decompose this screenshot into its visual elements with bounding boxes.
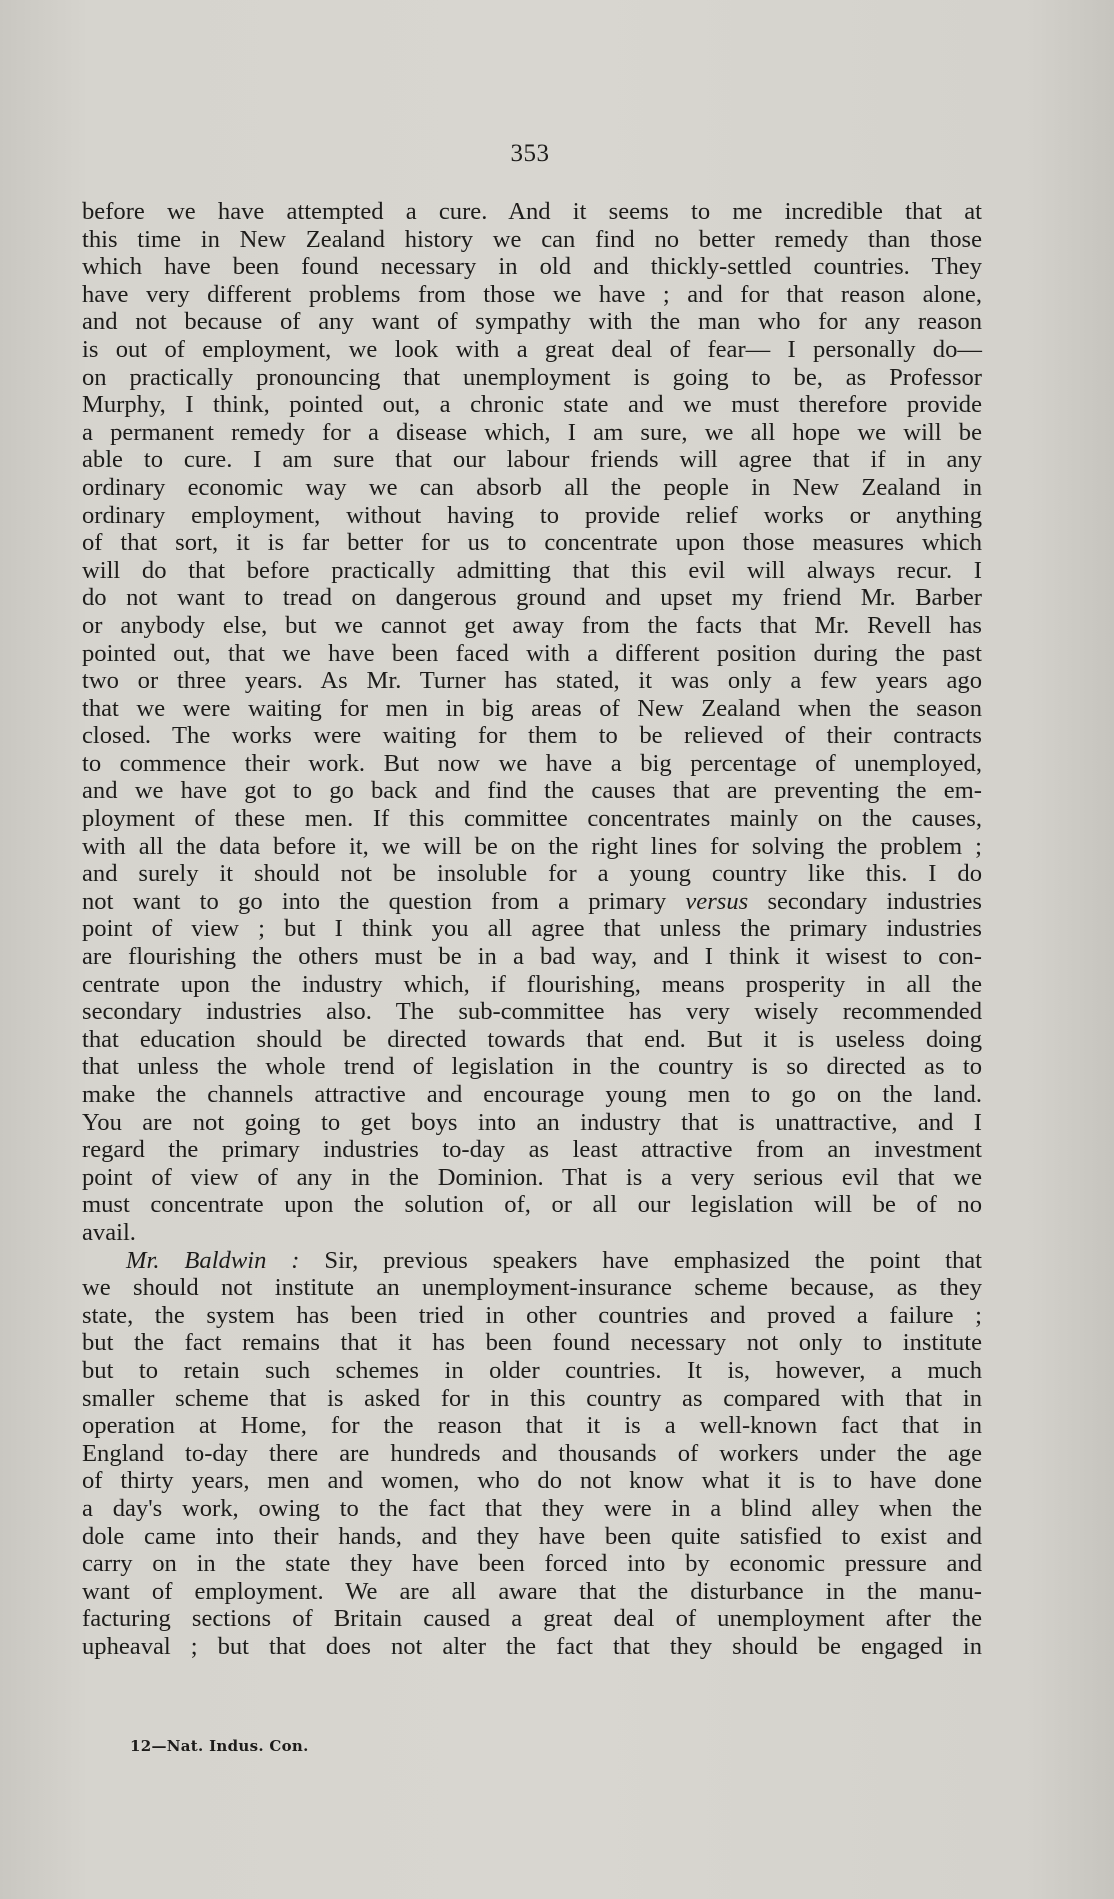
text-line: or anybody else, but we cannot get away from the facts that Mr. Revell has [82,611,982,639]
emphasis-text: versus [685,887,749,915]
text-line: avail. [82,1218,136,1246]
text-line: do not want to tread on dangerous ground and upset my friend Mr. Barber [82,584,982,612]
text-line: a permanent remedy for a disease which, I am sure, we all hope we will be [82,418,982,446]
text-segment: Sir, previous speakers have emphasized the point that [299,1246,983,1274]
body-text [82,198,982,1660]
text-line: want of employment. We are all aware that the disturbance in the manu- [82,1577,982,1605]
paragraph-2 [82,1247,982,1661]
text-line: before we have attempted a cure. And it seems to me incredible that at [82,198,982,225]
text-line: closed. The works were waiting for them to be relieved of their contracts [82,722,982,750]
text-line: on practically pronouncing that unemployment is going to be, as Professor [82,363,982,391]
footer-signature: 12—Nat. Indus. Con. [130,1737,309,1755]
text-line: with all the data before it, we will be on the right lines for solving the problem ; [82,832,982,860]
speaker-name: Mr. Baldwin : [126,1246,300,1274]
text-line: which have been found necessary in old and thickly-settled countries. They [82,253,982,281]
text-line: point of view of any in the Dominion. That is a very serious evil that we [82,1163,982,1191]
text-line: secondary industries also. The sub-committee has very wisely recommended [82,998,982,1026]
text-line: must concentrate upon the solution of, or all our legislation will be of no [82,1191,982,1219]
text-line: pointed out, that we have been faced with a different position during the past [82,639,982,667]
text-line: ordinary employment, without having to provide relief works or anything [82,501,982,529]
text-line: operation at Home, for the reason that it is a well-known fact that in [82,1412,982,1440]
text-line: and not because of any want of sympathy with the man who for any reason [82,308,982,336]
text-line: upheaval ; but that does not alter the fact that they should be engaged in [82,1632,982,1660]
text-line [82,888,982,916]
text-line: facturing sections of Britain caused a great deal of unemployment after the [82,1605,982,1633]
text-line: that we were waiting for men in big areas of New Zealand when the season [82,694,982,722]
text-line: we should not institute an unemployment-insurance scheme because, as they [82,1274,982,1302]
text-line: able to cure. I am sure that our labour friends will agree that if in any [82,446,982,474]
page-number: 353 [510,140,550,167]
text-line: of thirty years, men and women, who do not know what it is to have done [82,1467,982,1495]
text-line: this time in New Zealand history we can find no better remedy than those [82,225,982,253]
text-line: and we have got to go back and find the causes that are preventing the em- [82,777,982,805]
text-line: have very different problems from those we have ; and for that reason alone, [82,280,982,308]
text-line: state, the system has been tried in other countries and proved a failure ; [82,1301,982,1329]
text-line: a day's work, owing to the fact that they were in a blind alley when the [82,1494,982,1522]
text-line: smaller scheme that is asked for in this country as compared with that in [82,1384,982,1412]
text-line: two or three years. As Mr. Turner has stated, it was only a few years ago [82,667,982,695]
text-line: regard the primary industries to-day as least attractive from an investment [82,1136,982,1164]
text-line: and surely it should not be insoluble for a young country like this. I do [82,860,982,888]
text-line: are flourishing the others must be in a bad way, and I think it wisest to con- [82,943,982,971]
text-line: England to-day there are hundreds and thousands of workers under the age [82,1439,982,1467]
text-line: but to retain such schemes in older countries. It is, however, a much [82,1356,982,1384]
text-line: that unless the whole trend of legislation in the country is so directed as to [82,1053,982,1081]
text-line: to commence their work. But now we have a big percentage of unemployed, [82,749,982,777]
text-line: Murphy, I think, pointed out, a chronic state and we must therefore provide [82,391,982,419]
text-line: ordinary economic way we can absorb all the people in New Zealand in [82,473,982,501]
text-line: make the channels attractive and encourage young men to go on the land. [82,1081,982,1108]
text-line: ployment of these men. If this committee concentrates mainly on the causes, [82,805,982,833]
text-line: will do that before practically admitting that this evil will always recur. I [82,556,982,584]
text-line: You are not going to get boys into an industry that is unattractive, and I [82,1108,982,1136]
text-line [82,1247,982,1275]
text-line: centrate upon the industry which, if flourishing, means prosperity in all the [82,970,982,998]
text-line: carry on in the state they have been forced into by economic pressure and [82,1550,982,1578]
text-line: of that sort, it is far better for us to concentrate upon those measures which [82,529,982,557]
text-line: point of view ; but I think you all agree that unless the primary industries [82,915,982,943]
paragraph-1 [82,198,982,1247]
text-segment: not want to go into the question from a primary [82,887,686,915]
text-line: but the fact remains that it has been found necessary not only to institute [82,1329,982,1357]
text-line: dole came into their hands, and they have been quite satisfied to exist and [82,1522,982,1550]
text-line: that education should be directed towards that end. But it is useless doing [82,1025,982,1053]
text-segment: secondary industries [748,887,982,915]
text-line: is out of employment, we look with a great deal of fear— I personally do— [82,335,982,363]
